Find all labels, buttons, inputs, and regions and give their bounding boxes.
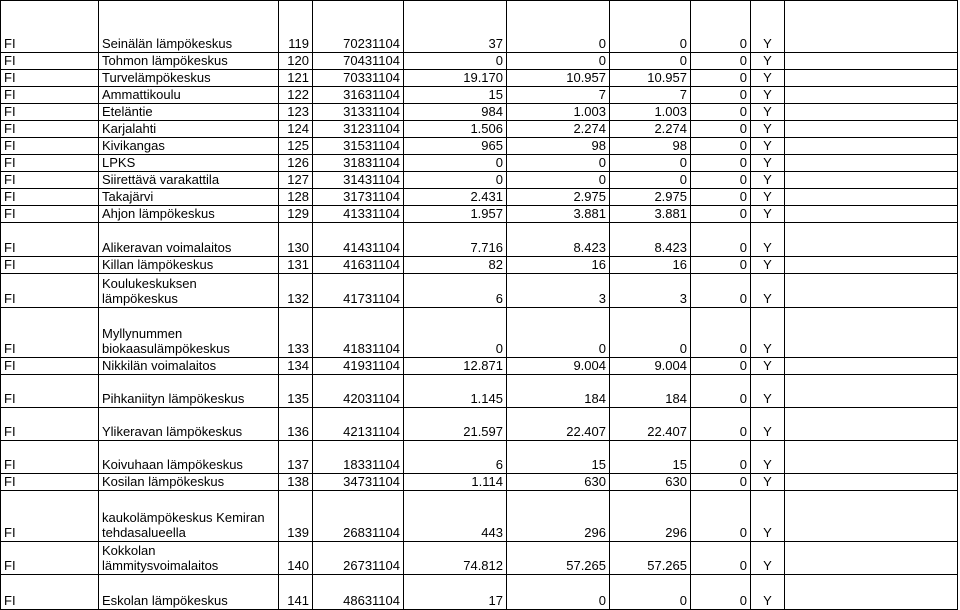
value-d-cell: 0 [691, 474, 751, 491]
country-cell: FI [1, 408, 99, 441]
value-c-cell: 15 [610, 441, 691, 474]
value-d-cell: 0 [691, 274, 751, 308]
facility-name-cell: Ammattikoulu [99, 87, 279, 104]
value-a-cell: 37 [404, 1, 507, 53]
value-c-cell: 0 [610, 172, 691, 189]
country-cell: FI [1, 542, 99, 575]
value-a-cell: 19.170 [404, 70, 507, 87]
flag-cell: Y [751, 575, 785, 610]
empty-cell [785, 138, 958, 155]
id-cell: 134 [279, 358, 313, 375]
country-cell: FI [1, 155, 99, 172]
value-b-cell: 0 [507, 1, 610, 53]
id-cell: 136 [279, 408, 313, 441]
code-cell: 42131104 [313, 408, 404, 441]
country-cell: FI [1, 53, 99, 70]
value-d-cell: 0 [691, 172, 751, 189]
flag-cell: Y [751, 121, 785, 138]
flag-cell: Y [751, 87, 785, 104]
empty-cell [785, 441, 958, 474]
empty-cell [785, 491, 958, 542]
country-cell: FI [1, 308, 99, 358]
table-row [1, 542, 958, 575]
value-b-cell: 2.274 [507, 121, 610, 138]
value-d-cell: 0 [691, 375, 751, 408]
code-cell: 31731104 [313, 189, 404, 206]
id-cell: 138 [279, 474, 313, 491]
code-cell: 70231104 [313, 1, 404, 53]
facility-name-cell: Kosilan lämpökeskus [99, 474, 279, 491]
id-cell: 140 [279, 542, 313, 575]
value-d-cell: 0 [691, 441, 751, 474]
id-cell: 127 [279, 172, 313, 189]
flag-cell: Y [751, 189, 785, 206]
value-c-cell: 630 [610, 474, 691, 491]
facility-name-cell: kaukolämpökeskus Kemiran tehdasalueella [99, 491, 279, 542]
value-c-cell: 0 [610, 308, 691, 358]
value-b-cell: 15 [507, 441, 610, 474]
flag-cell: Y [751, 138, 785, 155]
id-cell: 123 [279, 104, 313, 121]
empty-cell [785, 575, 958, 610]
value-c-cell: 0 [610, 1, 691, 53]
id-cell: 132 [279, 274, 313, 308]
value-c-cell: 3.881 [610, 206, 691, 223]
empty-cell [785, 1, 958, 53]
country-cell: FI [1, 104, 99, 121]
facility-name-cell: Takajärvi [99, 189, 279, 206]
table-row [1, 172, 958, 189]
id-cell: 126 [279, 155, 313, 172]
facility-name-cell: Alikeravan voimalaitos [99, 223, 279, 257]
code-cell: 41631104 [313, 257, 404, 274]
value-c-cell: 9.004 [610, 358, 691, 375]
flag-cell: Y [751, 206, 785, 223]
flag-cell: Y [751, 491, 785, 542]
country-cell: FI [1, 138, 99, 155]
flag-cell: Y [751, 375, 785, 408]
value-d-cell: 0 [691, 155, 751, 172]
id-cell: 137 [279, 441, 313, 474]
table-row [1, 257, 958, 274]
facility-name-cell: Siirettävä varakattila [99, 172, 279, 189]
empty-cell [785, 87, 958, 104]
value-c-cell: 2.975 [610, 189, 691, 206]
value-b-cell: 22.407 [507, 408, 610, 441]
table-row [1, 358, 958, 375]
facility-name-cell: Pihkaniityn lämpökeskus [99, 375, 279, 408]
value-b-cell: 98 [507, 138, 610, 155]
value-b-cell: 184 [507, 375, 610, 408]
value-b-cell: 3 [507, 274, 610, 308]
facility-name-cell: Karjalahti [99, 121, 279, 138]
value-d-cell: 0 [691, 121, 751, 138]
table-row [1, 1, 958, 53]
facility-name-cell: Ahjon lämpökeskus [99, 206, 279, 223]
code-cell: 41331104 [313, 206, 404, 223]
value-b-cell: 9.004 [507, 358, 610, 375]
table-row [1, 223, 958, 257]
value-c-cell: 10.957 [610, 70, 691, 87]
empty-cell [785, 375, 958, 408]
facility-name-cell: Seinälän lämpökeskus [99, 1, 279, 53]
value-d-cell: 0 [691, 257, 751, 274]
id-cell: 120 [279, 53, 313, 70]
value-a-cell: 0 [404, 53, 507, 70]
value-a-cell: 12.871 [404, 358, 507, 375]
empty-cell [785, 274, 958, 308]
value-c-cell: 98 [610, 138, 691, 155]
value-c-cell: 296 [610, 491, 691, 542]
country-cell: FI [1, 491, 99, 542]
value-a-cell: 0 [404, 155, 507, 172]
country-cell: FI [1, 358, 99, 375]
table-row [1, 441, 958, 474]
code-cell: 34731104 [313, 474, 404, 491]
table-row [1, 274, 958, 308]
facility-name-cell: Koivuhaan lämpökeskus [99, 441, 279, 474]
value-a-cell: 21.597 [404, 408, 507, 441]
value-c-cell: 22.407 [610, 408, 691, 441]
value-c-cell: 8.423 [610, 223, 691, 257]
id-cell: 125 [279, 138, 313, 155]
value-d-cell: 0 [691, 542, 751, 575]
empty-cell [785, 408, 958, 441]
table-row [1, 70, 958, 87]
flag-cell: Y [751, 358, 785, 375]
value-d-cell: 0 [691, 223, 751, 257]
value-d-cell: 0 [691, 104, 751, 121]
id-cell: 122 [279, 87, 313, 104]
country-cell: FI [1, 1, 99, 53]
flag-cell: Y [751, 70, 785, 87]
code-cell: 31331104 [313, 104, 404, 121]
table-row [1, 408, 958, 441]
flag-cell: Y [751, 474, 785, 491]
table-row [1, 308, 958, 358]
empty-cell [785, 308, 958, 358]
value-c-cell: 184 [610, 375, 691, 408]
country-cell: FI [1, 70, 99, 87]
code-cell: 31231104 [313, 121, 404, 138]
value-b-cell: 16 [507, 257, 610, 274]
code-cell: 31431104 [313, 172, 404, 189]
id-cell: 124 [279, 121, 313, 138]
value-a-cell: 965 [404, 138, 507, 155]
code-cell: 41931104 [313, 358, 404, 375]
value-c-cell: 2.274 [610, 121, 691, 138]
empty-cell [785, 53, 958, 70]
value-c-cell: 16 [610, 257, 691, 274]
value-c-cell: 0 [610, 155, 691, 172]
value-d-cell: 0 [691, 1, 751, 53]
value-d-cell: 0 [691, 189, 751, 206]
value-a-cell: 1.957 [404, 206, 507, 223]
value-b-cell: 630 [507, 474, 610, 491]
value-c-cell: 1.003 [610, 104, 691, 121]
value-c-cell: 0 [610, 575, 691, 610]
value-a-cell: 1.506 [404, 121, 507, 138]
empty-cell [785, 104, 958, 121]
country-cell: FI [1, 223, 99, 257]
id-cell: 129 [279, 206, 313, 223]
country-cell: FI [1, 375, 99, 408]
id-cell: 135 [279, 375, 313, 408]
value-d-cell: 0 [691, 53, 751, 70]
country-cell: FI [1, 189, 99, 206]
id-cell: 128 [279, 189, 313, 206]
code-cell: 42031104 [313, 375, 404, 408]
code-cell: 41431104 [313, 223, 404, 257]
value-a-cell: 7.716 [404, 223, 507, 257]
table-row [1, 53, 958, 70]
code-cell: 18331104 [313, 441, 404, 474]
flag-cell: Y [751, 172, 785, 189]
facility-name-cell: Nikkilän voimalaitos [99, 358, 279, 375]
empty-cell [785, 257, 958, 274]
table-row [1, 138, 958, 155]
country-cell: FI [1, 474, 99, 491]
code-cell: 70331104 [313, 70, 404, 87]
value-b-cell: 1.003 [507, 104, 610, 121]
facility-name-cell: Myllynummen biokaasulämpökeskus [99, 308, 279, 358]
value-a-cell: 443 [404, 491, 507, 542]
table-row [1, 155, 958, 172]
country-cell: FI [1, 441, 99, 474]
table-row [1, 375, 958, 408]
facility-name-cell: Kokkolan lämmitysvoimalaitos [99, 542, 279, 575]
flag-cell: Y [751, 408, 785, 441]
value-a-cell: 82 [404, 257, 507, 274]
code-cell: 26731104 [313, 542, 404, 575]
table-row [1, 104, 958, 121]
code-cell: 31631104 [313, 87, 404, 104]
value-a-cell: 984 [404, 104, 507, 121]
country-cell: FI [1, 206, 99, 223]
value-b-cell: 0 [507, 575, 610, 610]
table-row [1, 575, 958, 610]
table-body [1, 1, 958, 610]
country-cell: FI [1, 87, 99, 104]
value-c-cell: 0 [610, 53, 691, 70]
facility-name-cell: Koulukeskuksen lämpökeskus [99, 274, 279, 308]
flag-cell: Y [751, 308, 785, 358]
table-row [1, 491, 958, 542]
facility-name-cell: Eteläntie [99, 104, 279, 121]
country-cell: FI [1, 257, 99, 274]
value-b-cell: 0 [507, 53, 610, 70]
value-a-cell: 17 [404, 575, 507, 610]
value-b-cell: 0 [507, 155, 610, 172]
id-cell: 119 [279, 1, 313, 53]
value-d-cell: 0 [691, 206, 751, 223]
country-cell: FI [1, 121, 99, 138]
id-cell: 133 [279, 308, 313, 358]
value-a-cell: 15 [404, 87, 507, 104]
id-cell: 131 [279, 257, 313, 274]
code-cell: 41831104 [313, 308, 404, 358]
value-d-cell: 0 [691, 358, 751, 375]
empty-cell [785, 189, 958, 206]
value-b-cell: 296 [507, 491, 610, 542]
value-b-cell: 2.975 [507, 189, 610, 206]
value-b-cell: 10.957 [507, 70, 610, 87]
value-c-cell: 7 [610, 87, 691, 104]
id-cell: 130 [279, 223, 313, 257]
empty-cell [785, 172, 958, 189]
id-cell: 121 [279, 70, 313, 87]
value-d-cell: 0 [691, 408, 751, 441]
empty-cell [785, 542, 958, 575]
value-b-cell: 0 [507, 172, 610, 189]
flag-cell: Y [751, 155, 785, 172]
country-cell: FI [1, 172, 99, 189]
flag-cell: Y [751, 542, 785, 575]
table-row [1, 189, 958, 206]
value-a-cell: 74.812 [404, 542, 507, 575]
value-d-cell: 0 [691, 491, 751, 542]
table-row [1, 121, 958, 138]
facility-name-cell: Eskolan lämpökeskus [99, 575, 279, 610]
flag-cell: Y [751, 257, 785, 274]
code-cell: 26831104 [313, 491, 404, 542]
flag-cell: Y [751, 104, 785, 121]
value-b-cell: 0 [507, 308, 610, 358]
value-c-cell: 3 [610, 274, 691, 308]
code-cell: 31831104 [313, 155, 404, 172]
flag-cell: Y [751, 53, 785, 70]
value-d-cell: 0 [691, 87, 751, 104]
facility-name-cell: Turvelämpökeskus [99, 70, 279, 87]
table-row [1, 206, 958, 223]
flag-cell: Y [751, 274, 785, 308]
value-b-cell: 57.265 [507, 542, 610, 575]
flag-cell: Y [751, 1, 785, 53]
code-cell: 70431104 [313, 53, 404, 70]
empty-cell [785, 223, 958, 257]
value-a-cell: 1.145 [404, 375, 507, 408]
value-d-cell: 0 [691, 138, 751, 155]
code-cell: 41731104 [313, 274, 404, 308]
facility-name-cell: Ylikeravan lämpökeskus [99, 408, 279, 441]
facility-name-cell: LPKS [99, 155, 279, 172]
value-d-cell: 0 [691, 575, 751, 610]
value-a-cell: 0 [404, 172, 507, 189]
facility-name-cell: Tohmon lämpökeskus [99, 53, 279, 70]
country-cell: FI [1, 274, 99, 308]
value-a-cell: 1.114 [404, 474, 507, 491]
flag-cell: Y [751, 223, 785, 257]
empty-cell [785, 155, 958, 172]
facility-name-cell: Killan lämpökeskus [99, 257, 279, 274]
flag-cell: Y [751, 441, 785, 474]
empty-cell [785, 206, 958, 223]
value-d-cell: 0 [691, 70, 751, 87]
value-a-cell: 0 [404, 308, 507, 358]
value-a-cell: 2.431 [404, 189, 507, 206]
empty-cell [785, 70, 958, 87]
value-d-cell: 0 [691, 308, 751, 358]
empty-cell [785, 474, 958, 491]
value-b-cell: 7 [507, 87, 610, 104]
table-row [1, 87, 958, 104]
empty-cell [785, 121, 958, 138]
value-b-cell: 3.881 [507, 206, 610, 223]
country-cell: FI [1, 575, 99, 610]
value-c-cell: 57.265 [610, 542, 691, 575]
id-cell: 141 [279, 575, 313, 610]
value-a-cell: 6 [404, 274, 507, 308]
id-cell: 139 [279, 491, 313, 542]
facility-name-cell: Kivikangas [99, 138, 279, 155]
code-cell: 48631104 [313, 575, 404, 610]
value-a-cell: 6 [404, 441, 507, 474]
empty-cell [785, 358, 958, 375]
table-row [1, 474, 958, 491]
code-cell: 31531104 [313, 138, 404, 155]
value-b-cell: 8.423 [507, 223, 610, 257]
